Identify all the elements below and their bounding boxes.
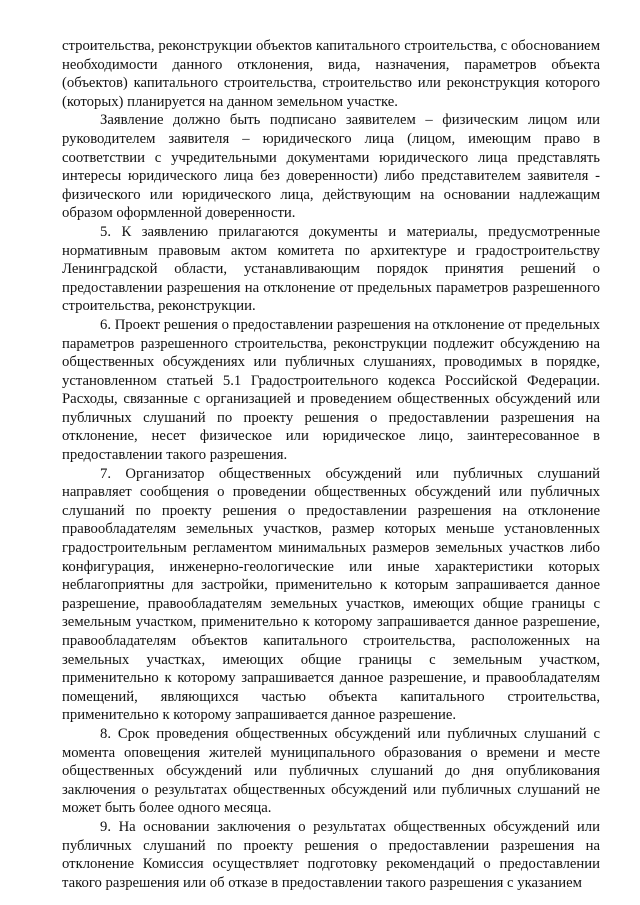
paragraph-item-7: 7. Организатор общественных обсуждений или публичных слушаний направляет сообщения о проведении общественных обсуждений или публичных слушаний по проекту решения о предоставлении разрешения на отклонение правообладателям земельных участков, размер которых меньше установленных градостроительным регламентом минимальных размеров земельных участков либо конфигурация, инженерно-геологические или иные характеристики которых неблагоприятны для застройки, применительно к которым запрашивается данное разрешение, правообладателям земельных участков, имеющих общие границы с земельным участком, применительно к которому запрашивается данное разрешение, правообладателям объектов капитального строительства, расположенных на земельных участках, имеющих общие границы с земельным участком, применительно к которому запрашивается данное разрешение, и правообладателям помещений, являющихся частью объекта капитального строительства, применительно к которому запрашивается данное разрешение. <box>62 465 600 724</box>
paragraph-signature-requirements: Заявление должно быть подписано заявителем – физическим лицом или руководителем заявителя – юридического лица (лицом, имеющим право в соответствии с учредительными документами юридического лица представлять интересы юридического лица без доверенности) либо представителем заявителя - физического или юридического лица, действующим на основании надлежащим образом оформленной доверенности. <box>62 112 600 222</box>
paragraph-item-5: 5. К заявлению прилагаются документы и материалы, предусмотренные нормативным правовым актом комитета по архитектуре и градостроительству Ленинградской области, устанавливающим порядок принятия решений о предоставлении разрешения на отклонение от предельных параметров разрешенного строительства, реконструкции. <box>62 223 600 315</box>
paragraph-item-6: 6. Проект решения о предоставлении разрешения на отклонение от предельных параметров разрешенного строительства, реконструкции подлежит обсуждению на общественных обсуждениях или публичных слушаниях, проводимых в порядке, установленном статьей 5.1 Градостроительного кодекса Российской Федерации. Расходы, связанные с организацией и проведением общественных обсуждений или публичных слушаний по проекту решения о предоставлении разрешения на отклонение, несет физическое или юридическое лицо, заинтересованное в предоставлении такого разрешения. <box>62 316 600 464</box>
paragraph-continuation: строительства, реконструкции объектов капитального строительства, с обоснованием необходимости данного отклонения, вида, назначения, параметров объекта (объектов) капитального строительства, строительство или реконструкция которого (которых) планируется на данном земельном участке. <box>62 38 600 110</box>
document-page <box>62 37 600 892</box>
paragraph-item-9: 9. На основании заключения о результатах общественных обсуждений или публичных слушаний по проекту решения о предоставлении разрешения на отклонение Комиссия осуществляет подготовку рекомендаций о предоставлении такого разрешения или об отказе в предоставлении такого разрешения с указанием <box>62 818 600 891</box>
paragraph-item-8: 8. Срок проведения общественных обсуждений или публичных слушаний с момента оповещения жителей муниципального образования о времени и месте общественных обсуждений или публичных слушаний до дня опубликования заключения о результатах общественных обсуждений или публичных слушаний не может быть более одного месяца. <box>62 725 600 817</box>
